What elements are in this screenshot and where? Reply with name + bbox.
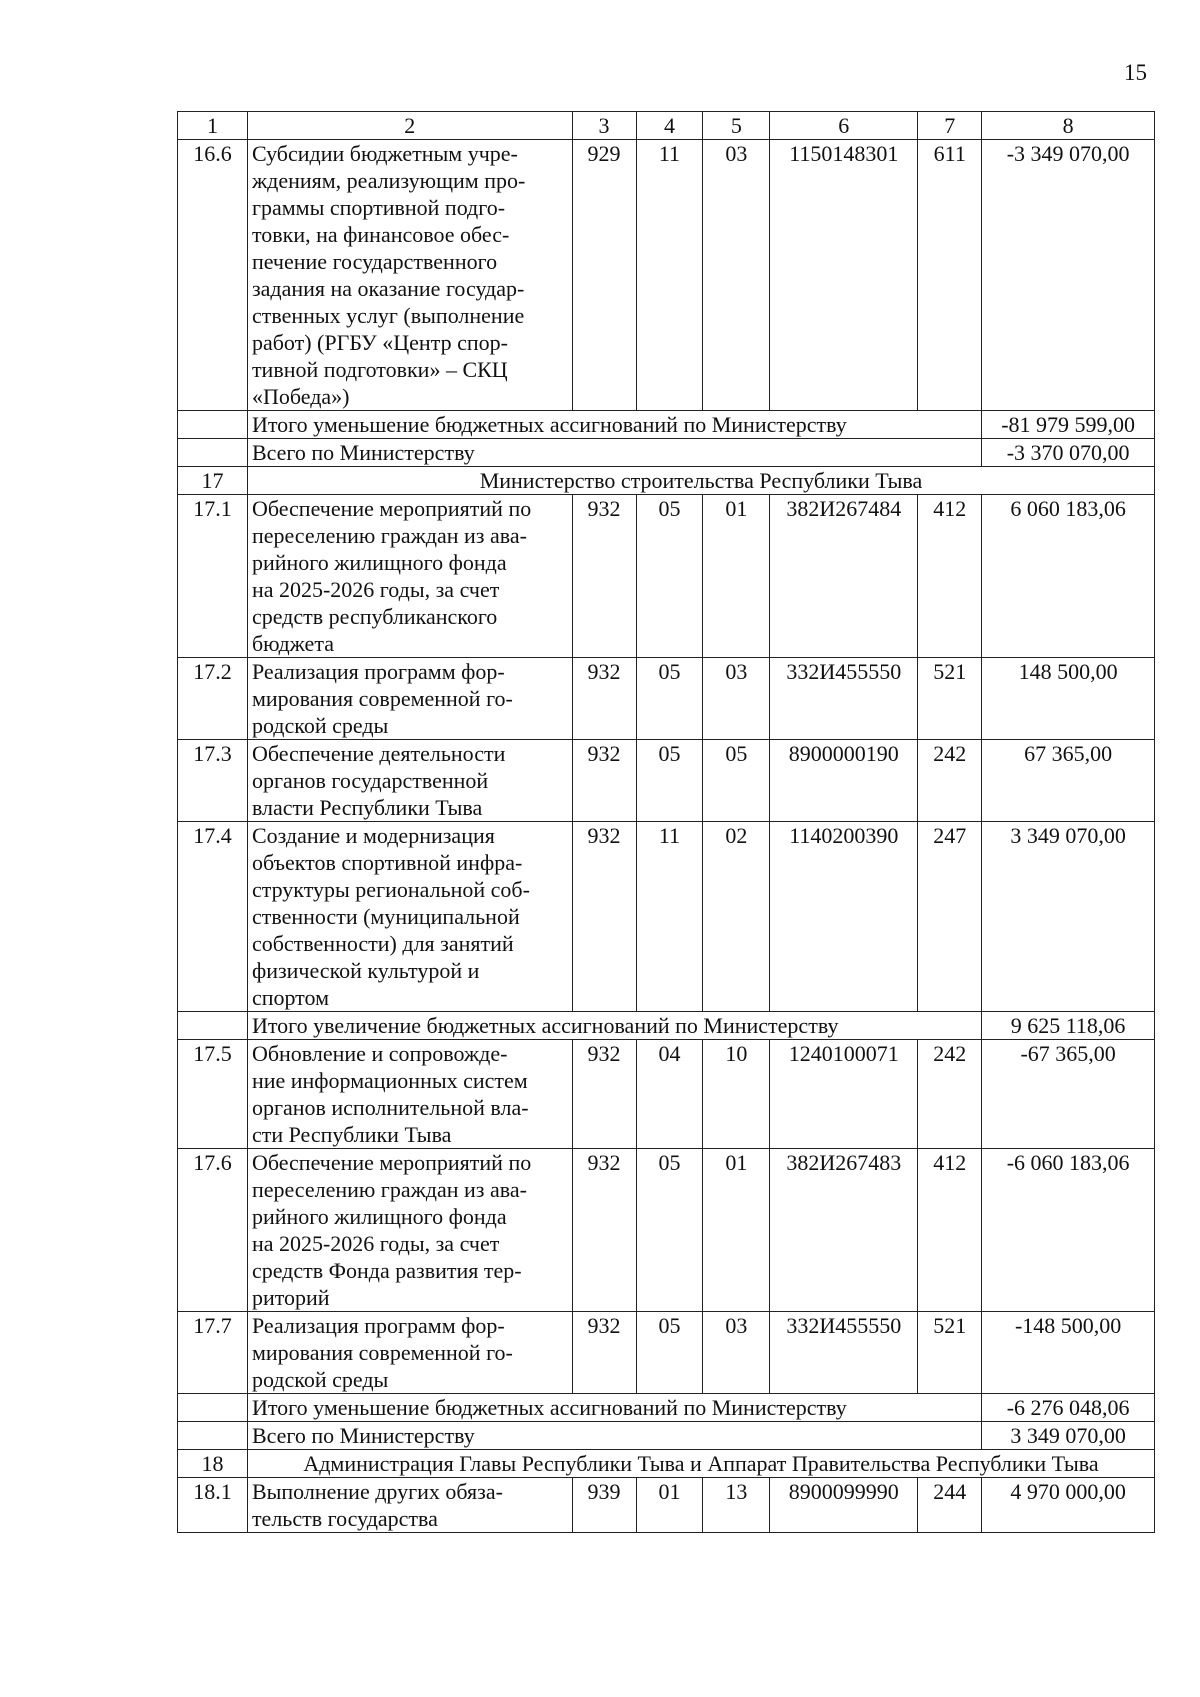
total-label: Итого уменьшение бюджетных ассигнований по Министерству: [247, 1394, 981, 1422]
column-header-8: 8: [982, 112, 1155, 140]
table-row: [178, 1312, 1155, 1394]
row-code-target: 332И455550: [770, 1312, 918, 1394]
total-row-number: [178, 1012, 248, 1040]
row-code-ministry: 932: [572, 1149, 636, 1312]
row-code-subsection: 01: [703, 495, 770, 658]
row-code-subsection: 03: [703, 140, 770, 411]
total-amount: -6 276 048,06: [982, 1394, 1155, 1422]
row-amount: 4 970 000,00: [982, 1478, 1155, 1533]
row-code-ministry: 932: [572, 495, 636, 658]
row-code-target: 1240100071: [770, 1040, 918, 1149]
row-code-subsection: 03: [703, 658, 770, 740]
total-amount: -3 370 070,00: [982, 439, 1155, 467]
column-header-5: 5: [703, 112, 770, 140]
row-number: 17.4: [178, 822, 248, 1012]
row-code-target: 1150148301: [770, 140, 918, 411]
row-code-section: 05: [636, 1312, 703, 1394]
row-code-ministry: 932: [572, 1312, 636, 1394]
row-code-expense-type: 244: [918, 1478, 982, 1533]
row-amount: -6 060 183,06: [982, 1149, 1155, 1312]
row-code-section: 05: [636, 1149, 703, 1312]
row-code-target: 332И455550: [770, 658, 918, 740]
total-amount: -81 979 599,00: [982, 411, 1155, 439]
total-row: [178, 439, 1155, 467]
row-code-expense-type: 521: [918, 658, 982, 740]
total-label: Итого уменьшение бюджетных ассигнований по Министерству: [247, 411, 981, 439]
section-row: [178, 1450, 1155, 1478]
table-header-row: [178, 112, 1155, 140]
row-number: 17.3: [178, 740, 248, 822]
row-description: Обеспечение деятельности органов государственной власти Республики Тыва: [247, 740, 572, 822]
column-header-3: 3: [572, 112, 636, 140]
total-row-number: [178, 411, 248, 439]
table-row: [178, 140, 1155, 411]
row-code-ministry: 932: [572, 740, 636, 822]
row-code-expense-type: 412: [918, 495, 982, 658]
row-code-section: 11: [636, 140, 703, 411]
total-label: Всего по Министерству: [247, 1422, 981, 1450]
row-code-expense-type: 247: [918, 822, 982, 1012]
section-title: Администрация Главы Республики Тыва и Аппарат Правительства Республики Тыва: [247, 1450, 1154, 1478]
row-code-expense-type: 242: [918, 1040, 982, 1149]
budget-table: [177, 111, 1155, 1533]
table-row: [178, 740, 1155, 822]
row-amount: 6 060 183,06: [982, 495, 1155, 658]
row-number: 17.1: [178, 495, 248, 658]
row-code-section: 05: [636, 658, 703, 740]
table-row: [178, 822, 1155, 1012]
row-code-subsection: 13: [703, 1478, 770, 1533]
page-number: 15: [1124, 60, 1147, 85]
row-code-target: 8900000190: [770, 740, 918, 822]
row-code-ministry: 929: [572, 140, 636, 411]
row-code-expense-type: 242: [918, 740, 982, 822]
row-number: 18.1: [178, 1478, 248, 1533]
row-code-ministry: 932: [572, 658, 636, 740]
row-code-target: 8900099990: [770, 1478, 918, 1533]
row-description: Обеспечение мероприятий по переселению граждан из ава- рийного жилищного фонда на 2025-2026 годы, за счет средств Фонда развития тер- риторий: [247, 1149, 572, 1312]
total-amount: 9 625 118,06: [982, 1012, 1155, 1040]
total-row: [178, 1394, 1155, 1422]
row-code-section: 04: [636, 1040, 703, 1149]
total-label: Всего по Министерству: [247, 439, 981, 467]
total-row: [178, 1422, 1155, 1450]
total-amount: 3 349 070,00: [982, 1422, 1155, 1450]
section-row: [178, 467, 1155, 495]
column-header-1: 1: [178, 112, 248, 140]
row-amount: -67 365,00: [982, 1040, 1155, 1149]
row-code-subsection: 05: [703, 740, 770, 822]
row-code-expense-type: 412: [918, 1149, 982, 1312]
table-row: [178, 658, 1155, 740]
total-row: [178, 411, 1155, 439]
row-description: Обеспечение мероприятий по переселению граждан из ава- рийного жилищного фонда на 2025-2026 годы, за счет средств республиканского бюджета: [247, 495, 572, 658]
table-row: [178, 1040, 1155, 1149]
row-amount: 148 500,00: [982, 658, 1155, 740]
column-header-7: 7: [918, 112, 982, 140]
total-label: Итого увеличение бюджетных ассигнований по Министерству: [247, 1012, 981, 1040]
row-code-subsection: 01: [703, 1149, 770, 1312]
row-code-subsection: 03: [703, 1312, 770, 1394]
row-code-section: 05: [636, 740, 703, 822]
total-row-number: [178, 1422, 248, 1450]
row-description: Субсидии бюджетным учре- ждениям, реализующим про- граммы спортивной подго- товки, на финансовое обес- печение государственного задания на оказание государ- ственных услуг (выполнение работ) (РГБУ «Центр спор- тивной подготовки» – СКЦ «Победа»): [247, 140, 572, 411]
row-code-target: 1140200390: [770, 822, 918, 1012]
row-number: 17.6: [178, 1149, 248, 1312]
row-code-target: 382И267484: [770, 495, 918, 658]
column-header-6: 6: [770, 112, 918, 140]
row-number: 16.6: [178, 140, 248, 411]
row-amount: 67 365,00: [982, 740, 1155, 822]
row-amount: -3 349 070,00: [982, 140, 1155, 411]
row-code-target: 382И267483: [770, 1149, 918, 1312]
row-amount: 3 349 070,00: [982, 822, 1155, 1012]
row-code-ministry: 932: [572, 1040, 636, 1149]
column-header-2: 2: [247, 112, 572, 140]
table-row: [178, 495, 1155, 658]
row-code-subsection: 02: [703, 822, 770, 1012]
total-row: [178, 1012, 1155, 1040]
row-number: 17.7: [178, 1312, 248, 1394]
row-description: Выполнение других обяза- тельств государства: [247, 1478, 572, 1533]
row-code-ministry: 932: [572, 822, 636, 1012]
row-amount: -148 500,00: [982, 1312, 1155, 1394]
row-code-ministry: 939: [572, 1478, 636, 1533]
section-number: 17: [178, 467, 248, 495]
row-description: Реализация программ фор- мирования современной го- родской среды: [247, 658, 572, 740]
row-description: Обновление и сопровожде- ние информационных систем органов исполнительной вла- сти Республики Тыва: [247, 1040, 572, 1149]
row-code-subsection: 10: [703, 1040, 770, 1149]
section-number: 18: [178, 1450, 248, 1478]
row-code-section: 01: [636, 1478, 703, 1533]
row-code-section: 05: [636, 495, 703, 658]
row-code-expense-type: 521: [918, 1312, 982, 1394]
total-row-number: [178, 439, 248, 467]
row-number: 17.5: [178, 1040, 248, 1149]
table-row: [178, 1149, 1155, 1312]
row-description: Создание и модернизация объектов спортивной инфра- структуры региональной соб- ственности (муниципальной собственности) для занятий физической культурой и спортом: [247, 822, 572, 1012]
column-header-4: 4: [636, 112, 703, 140]
row-code-section: 11: [636, 822, 703, 1012]
section-title: Министерство строительства Республики Тыва: [247, 467, 1154, 495]
table-row: [178, 1478, 1155, 1533]
row-description: Реализация программ фор- мирования современной го- родской среды: [247, 1312, 572, 1394]
total-row-number: [178, 1394, 248, 1422]
row-code-expense-type: 611: [918, 140, 982, 411]
row-number: 17.2: [178, 658, 248, 740]
